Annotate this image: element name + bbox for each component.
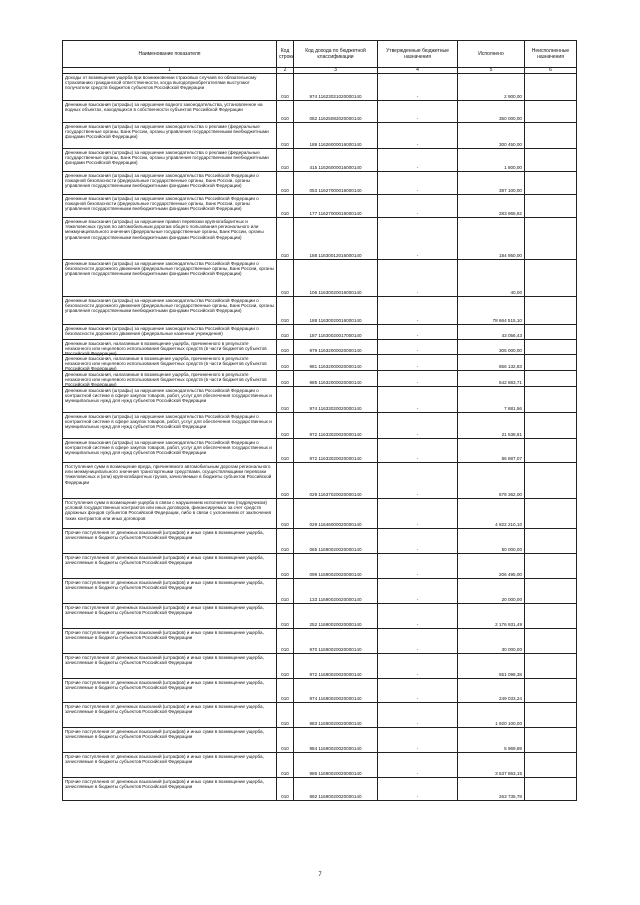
table-row [63, 387, 577, 413]
row-approved: - [378, 195, 458, 218]
row-approved: - [378, 172, 458, 195]
row-approved: - [378, 654, 458, 679]
column-number: 4 [378, 68, 458, 74]
header-name: Наименование показателя [63, 41, 277, 68]
row-executed: 249 033,24 [458, 679, 525, 703]
row-budget-code: 972 11690020020000140 [294, 654, 378, 679]
row-executed: 5 969,89 [458, 728, 525, 753]
row-unexecuted [525, 172, 577, 195]
revenue-table [62, 40, 577, 801]
column-number: 1 [63, 68, 277, 74]
row-executed: 1 920 100,00 [458, 703, 525, 728]
row-name: Прочие поступления от денежных взысканий (штрафов) и иных сумм в возмещение ущерба, зачисляемые в бюджеты субъектов Российской Федерации [63, 728, 277, 753]
row-unexecuted [525, 703, 577, 728]
table-row [63, 297, 577, 325]
row-line-code: 010 [277, 604, 294, 629]
row-executed: 20 000,00 [458, 579, 525, 604]
row-name: Денежные взыскания (штрафы) за нарушение законодательства Российской Федерации о контрактной системе в сфере закупок товаров, работ, услуг для обеспечения государственных и муниципальных нужд для нужд субъектов Российской Федерации [63, 439, 277, 463]
row-approved: - [378, 149, 458, 172]
row-executed: 4 822 210,10 [458, 499, 525, 529]
row-approved: - [378, 679, 458, 703]
row-name: Прочие поступления от денежных взысканий (штрафов) и иных сумм в возмещение ущерба, зачисляемые в бюджеты субъектов Российской Федерации [63, 604, 277, 629]
row-line-code: 010 [277, 413, 294, 439]
row-approved: - [378, 604, 458, 629]
row-executed: 66 887,07 [458, 439, 525, 463]
row-budget-code: 986 11690020020000140 [294, 753, 378, 778]
row-budget-code: 974 11633020020000140 [294, 387, 378, 413]
row-name: Доходы от возмещения ущерба при возникновении страховых случаев по обязательному страхованию гражданской ответственности, когда выгодоприобретателями выступают получатели средств бюджетов субъектов Российской Федерации [63, 74, 277, 101]
table-row [63, 529, 577, 554]
row-name: Прочие поступления от денежных взысканий (штрафов) и иных сумм в возмещение ущерба, зачисляемые в бюджеты субъектов Российской Федерации [63, 703, 277, 728]
row-unexecuted [525, 195, 577, 218]
table-row [63, 260, 577, 297]
header-approved: Утвержденные бюджетные назначения [378, 41, 458, 68]
row-line-code: 010 [277, 753, 294, 778]
row-approved: - [378, 529, 458, 554]
row-approved: - [378, 340, 458, 355]
header-executed: Исполнено [458, 41, 525, 68]
row-unexecuted [525, 325, 577, 340]
row-approved: - [378, 260, 458, 297]
table-row [63, 463, 577, 499]
row-executed: 78 664 515,10 [458, 297, 525, 325]
row-unexecuted [525, 260, 577, 297]
row-approved: - [378, 297, 458, 325]
row-approved: - [378, 218, 458, 260]
row-unexecuted [525, 463, 577, 499]
row-budget-code: 983 11690020020000140 [294, 703, 378, 728]
row-unexecuted [525, 413, 577, 439]
row-line-code: 010 [277, 703, 294, 728]
column-number: 6 [525, 68, 577, 74]
row-unexecuted [525, 101, 577, 123]
header-row [63, 41, 577, 68]
row-approved: - [378, 355, 458, 371]
row-name: Прочие поступления от денежных взысканий (штрафов) и иных сумм в возмещение ущерба, зачисляемые в бюджеты субъектов Российской Федерации [63, 753, 277, 778]
row-budget-code: 974 11690020020000140 [294, 679, 378, 703]
row-name: Денежные взыскания (штрафы) за нарушение законодательства Российской Федерации о пожарной безопасности (федеральные государственные органы, Банк России, органы управления государственными внебюджетными фондами Российской Федерации) [63, 195, 277, 218]
row-unexecuted [525, 340, 577, 355]
table-row [63, 325, 577, 340]
table-row [63, 679, 577, 703]
header-budget-code: Код дохода по бюджетной классификации [294, 41, 378, 68]
row-unexecuted [525, 778, 577, 801]
table-row [63, 439, 577, 463]
row-budget-code: 188 11630012016000140 [294, 218, 378, 260]
row-executed: 856 132,83 [458, 355, 525, 371]
row-line-code: 010 [277, 74, 294, 101]
row-executed: 1 800,00 [458, 149, 525, 172]
row-executed: 542 883,71 [458, 371, 525, 387]
row-budget-code: 985 11632000020000140 [294, 371, 378, 387]
row-approved: - [378, 413, 458, 439]
row-line-code: 010 [277, 340, 294, 355]
row-name: Денежные взыскания (штрафы) за нарушение правил перевозки крупногабаритных и тяжеловесных грузов по автомобильным дорогам общего пользования регионального или межмуниципального значения (федеральные государственные органы, Банк России, органы управления государственными внебюджетными фондами Российской Федерации) [63, 218, 277, 260]
row-executed: 30 000,00 [458, 629, 525, 654]
row-line-code: 010 [277, 728, 294, 753]
table-row [63, 728, 577, 753]
row-line-code: 010 [277, 654, 294, 679]
table-body [63, 74, 577, 801]
row-budget-code: 979 11632000020000140 [294, 340, 378, 355]
row-budget-code: 029 11646000020000140 [294, 499, 378, 529]
row-unexecuted [525, 371, 577, 387]
row-executed: 43 056,43 [458, 325, 525, 340]
row-name: Денежные взыскания (штрафы) за нарушение законодательства Российской Федерации о безопасности дорожного движения (федеральные казенные учреждения) [63, 325, 277, 340]
row-budget-code: 177 11627000016000140 [294, 195, 378, 218]
row-approved: - [378, 463, 458, 499]
row-approved: - [378, 499, 458, 529]
row-unexecuted [525, 355, 577, 371]
row-name: Денежные взыскания (штрафы) за нарушение законодательства Российской Федерации о безопасности дорожного движения (федеральные государственные органы, Банк России, органы управления государственными внебюджетными фондами Российской Федерации) [63, 260, 277, 297]
row-budget-code: 892 11690020020000140 [294, 778, 378, 801]
row-unexecuted [525, 579, 577, 604]
table-row [63, 340, 577, 355]
row-name: Денежные взыскания (штрафы) за нарушение законодательства Российской Федерации о безопасности дорожного движения (федеральные государственные органы, Банк России, органы управления государственными внебюджетными фондами Российской Федерации) [63, 297, 277, 325]
row-unexecuted [525, 123, 577, 149]
row-name: Поступления сумм в возмещение ущерба в связи с нарушением исполнителем (подрядчиком) условий государственных контрактов или иных договоров, финансируемых за счет средств дорожных фондов субъектов Российской Федерации, либо в связи с уклонением от заключения таких контрактов или иных договоров [63, 499, 277, 529]
row-name: Прочие поступления от денежных взысканий (штрафов) и иных сумм в возмещение ущерба, зачисляемые в бюджеты субъектов Российской Федерации [63, 654, 277, 679]
table-row [63, 554, 577, 579]
table-row [63, 579, 577, 604]
row-approved: - [378, 778, 458, 801]
row-line-code: 010 [277, 325, 294, 340]
row-budget-code: 972 11633020020000140 [294, 413, 378, 439]
row-line-code: 010 [277, 629, 294, 654]
row-name: Денежные взыскания, налагаемые в возмещение ущерба, причиненного в результате незаконного или нецелевого использования бюджетных средств (в части бюджетов субъектов Российской Федерации) [63, 340, 277, 355]
table-row [63, 195, 577, 218]
row-line-code: 010 [277, 778, 294, 801]
row-unexecuted [525, 554, 577, 579]
row-name: Денежные взыскания (штрафы) за нарушение водного законодательства, установленное на водных объектах, находящихся в собственности субъектов Российской Федерации [63, 101, 277, 123]
row-unexecuted [525, 218, 577, 260]
row-budget-code: 106 11630020016000140 [294, 260, 378, 297]
report-sheet [62, 40, 576, 801]
row-budget-code: 970 11690020020000140 [294, 629, 378, 654]
row-budget-code: 188 11630020016000140 [294, 297, 378, 325]
row-approved: - [378, 371, 458, 387]
row-unexecuted [525, 439, 577, 463]
row-budget-code: 029 11637020020000140 [294, 463, 378, 499]
row-executed: 40,00 [458, 260, 525, 297]
row-budget-code: 972 11633020020000140 [294, 439, 378, 463]
row-executed: 3 537 863,15 [458, 753, 525, 778]
row-line-code: 010 [277, 355, 294, 371]
row-approved: - [378, 579, 458, 604]
row-budget-code: 981 11632000020000140 [294, 355, 378, 371]
row-name: Денежные взыскания (штрафы) за нарушение законодательства о рекламе (федеральные государственные органы, Банк России, органы управления государственными внебюджетными фондами Российской Федерации) [63, 149, 277, 172]
row-line-code: 010 [277, 218, 294, 260]
row-executed: 551 098,38 [458, 654, 525, 679]
row-budget-code: 252 11690020020000140 [294, 604, 378, 629]
row-unexecuted [525, 728, 577, 753]
row-approved: - [378, 74, 458, 101]
row-line-code: 010 [277, 579, 294, 604]
column-number: 3 [294, 68, 378, 74]
table-row [63, 101, 577, 123]
table-row [63, 74, 577, 101]
row-line-code: 010 [277, 149, 294, 172]
row-budget-code: 974 11623021020000140 [294, 74, 378, 101]
row-approved: - [378, 728, 458, 753]
row-name: Денежные взыскания (штрафы) за нарушение законодательства Российской Федерации о контрактной системе в сфере закупок товаров, работ, услуг для обеспечения государственных и муниципальных нужд для нужд субъектов Российской Федерации [63, 387, 277, 413]
row-executed: 283 965,62 [458, 195, 525, 218]
row-line-code: 010 [277, 172, 294, 195]
row-approved: - [378, 439, 458, 463]
table-row [63, 149, 577, 172]
page-number: 7 [318, 872, 322, 878]
row-name: Прочие поступления от денежных взысканий (штрафов) и иных сумм в возмещение ущерба, зачисляемые в бюджеты субъектов Российской Федерации [63, 778, 277, 801]
row-executed: 305 000,00 [458, 340, 525, 355]
row-line-code: 010 [277, 297, 294, 325]
row-name: Прочие поступления от денежных взысканий (штрафов) и иных сумм в возмещение ущерба, зачисляемые в бюджеты субъектов Российской Федерации [63, 679, 277, 703]
row-approved: - [378, 325, 458, 340]
row-budget-code: 189 11626000016000140 [294, 123, 378, 149]
row-budget-code: 133 11690020020000140 [294, 579, 378, 604]
row-approved: - [378, 387, 458, 413]
row-budget-code: 099 11690020020000140 [294, 554, 378, 579]
row-name: Прочие поступления от денежных взысканий (штрафов) и иных сумм в возмещение ущерба, зачисляемые в бюджеты субъектов Российской Федерации [63, 629, 277, 654]
table-row [63, 218, 577, 260]
row-executed: 2 900,00 [458, 74, 525, 101]
table-row [63, 654, 577, 679]
row-approved: - [378, 123, 458, 149]
table-row [63, 499, 577, 529]
row-executed: 2 176 931,49 [458, 604, 525, 629]
row-name: Поступления сумм в возмещение вреда, причиняемого автомобильным дорогам регионального или межмуниципального значения транспортными средствами, осуществляющими перевозки тяжеловесных и (или) крупногабаритных грузов, зачисляемые в бюджеты субъектов Российской Федерации [63, 463, 277, 499]
row-executed: 263 735,78 [458, 778, 525, 801]
row-line-code: 010 [277, 260, 294, 297]
row-unexecuted [525, 604, 577, 629]
column-number: 2 [277, 68, 294, 74]
header-unexecuted: Неисполненные назначения [525, 41, 577, 68]
row-line-code: 010 [277, 463, 294, 499]
row-name: Прочие поступления от денежных взысканий (штрафов) и иных сумм в возмещение ущерба, зачисляемые в бюджеты субъектов Российской Федерации [63, 579, 277, 604]
row-approved: - [378, 101, 458, 123]
row-line-code: 010 [277, 679, 294, 703]
row-executed: 678 362,00 [458, 463, 525, 499]
row-unexecuted [525, 679, 577, 703]
row-budget-code: 415 11626000016000140 [294, 149, 378, 172]
row-executed: 50 000,00 [458, 529, 525, 554]
row-name: Денежные взыскания (штрафы) за нарушение законодательства о рекламе (федеральные государственные органы, Банк России, органы управления государственными внебюджетными фондами Российской Федерации) [63, 123, 277, 149]
row-budget-code: 065 11690020020000140 [294, 529, 378, 554]
row-unexecuted [525, 387, 577, 413]
row-unexecuted [525, 629, 577, 654]
row-executed: 184 950,00 [458, 218, 525, 260]
row-approved: - [378, 753, 458, 778]
row-line-code: 010 [277, 195, 294, 218]
table-row [63, 413, 577, 439]
row-executed: 387 100,00 [458, 172, 525, 195]
row-budget-code: 187 11630020017000140 [294, 325, 378, 340]
table-row [63, 753, 577, 778]
column-number: 5 [458, 68, 525, 74]
row-executed: 7 881,56 [458, 387, 525, 413]
row-approved: - [378, 629, 458, 654]
row-unexecuted [525, 753, 577, 778]
row-approved: - [378, 703, 458, 728]
row-executed: 300 450,00 [458, 123, 525, 149]
row-unexecuted [525, 149, 577, 172]
row-approved: - [378, 554, 458, 579]
row-line-code: 010 [277, 439, 294, 463]
row-name: Прочие поступления от денежных взысканий (штрафов) и иных сумм в возмещение ущерба, зачисляемые в бюджеты субъектов Российской Федерации [63, 529, 277, 554]
row-line-code: 010 [277, 554, 294, 579]
row-budget-code: 053 11627000016000140 [294, 172, 378, 195]
row-executed: 21 538,81 [458, 413, 525, 439]
row-line-code: 010 [277, 499, 294, 529]
row-unexecuted [525, 499, 577, 529]
row-executed: 350 000,00 [458, 101, 525, 123]
row-name: Денежные взыскания, налагаемые в возмещение ущерба, причиненного в результате незаконного или нецелевого использования бюджетных средств (в части бюджетов субъектов Российской Федерации) [63, 371, 277, 387]
table-row [63, 172, 577, 195]
row-unexecuted [525, 529, 577, 554]
row-executed: 206 495,00 [458, 554, 525, 579]
row-name: Денежные взыскания (штрафы) за нарушение законодательства Российской Федерации о контрактной системе в сфере закупок товаров, работ, услуг для обеспечения государственных и муниципальных нужд для нужд субъектов Российской Федерации [63, 413, 277, 439]
row-name: Денежные взыскания (штрафы) за нарушение законодательства Российской Федерации о пожарной безопасности (федеральные государственные органы, Банк России, органы управления государственными внебюджетными фондами Российской Федерации) [63, 172, 277, 195]
row-line-code: 010 [277, 387, 294, 413]
row-unexecuted [525, 654, 577, 679]
table-row [63, 778, 577, 801]
table-row [63, 123, 577, 149]
row-line-code: 010 [277, 371, 294, 387]
row-name: Прочие поступления от денежных взысканий (штрафов) и иных сумм в возмещение ущерба, зачисляемые в бюджеты субъектов Российской Федерации [63, 554, 277, 579]
row-line-code: 010 [277, 101, 294, 123]
row-unexecuted [525, 297, 577, 325]
table-row [63, 355, 577, 371]
table-row [63, 604, 577, 629]
table-row [63, 629, 577, 654]
row-unexecuted [525, 74, 577, 101]
header-line-code: Код строки [277, 41, 294, 68]
row-line-code: 010 [277, 529, 294, 554]
table-row [63, 371, 577, 387]
row-budget-code: 984 11690020020000140 [294, 728, 378, 753]
table-row [63, 703, 577, 728]
row-line-code: 010 [277, 123, 294, 149]
row-budget-code: 082 11625082020000140 [294, 101, 378, 123]
row-name: Денежные взыскания, налагаемые в возмещение ущерба, причиненного в результате незаконного или нецелевого использования бюджетных средств (в части бюджетов субъектов Российской Федерации) [63, 355, 277, 371]
